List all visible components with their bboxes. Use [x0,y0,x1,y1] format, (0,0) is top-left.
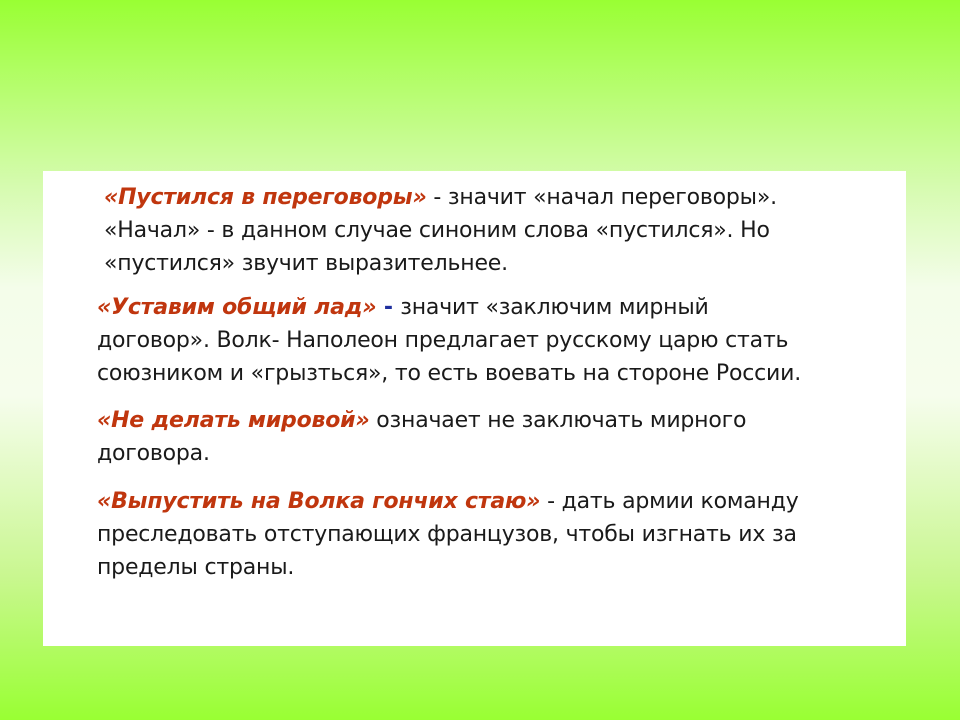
paragraph-4-line-3: пределы страны. [97,555,295,580]
paragraph-2-line-1 [97,291,801,324]
paragraph-2 [97,291,801,390]
paragraph-2-line-1-text: значит «заключим мирный [400,295,709,320]
paragraph-3-line-1-text: означает не заключать мирного [369,408,747,433]
paragraph-2-line-3: союзником и «грызться», то есть воевать на стороне России. [97,361,802,386]
term-4: «Выпустить на Волка гончих стаю» [97,489,541,514]
paragraph-1-line-1 [104,181,777,214]
content-panel [43,171,906,646]
paragraph-1-line-1-text: - значит «начал переговоры». [426,185,777,210]
term-2: «Уставим общий лад» [97,295,377,320]
paragraph-3-line-2: договора. [97,441,210,466]
paragraph-1-line-3: «пустился» звучит выразительнее. [104,251,508,276]
paragraph-2-line-2: договор». Волк- Наполеон предлагает русскому царю стать [97,328,789,353]
paragraph-3 [97,404,746,470]
term-3: «Не делать мировой» [97,408,370,433]
paragraph-4-line-1 [97,485,799,518]
paragraph-2-dash: - [376,295,401,320]
paragraph-1 [104,181,777,280]
term-1: «Пустился в переговоры» [104,185,427,210]
paragraph-4-line-1-text: - дать армии команду [540,489,799,514]
paragraph-3-line-1 [97,404,746,437]
paragraph-4-line-2: преследовать отступающих французов, чтобы изгнать их за [97,522,797,547]
paragraph-4 [97,485,799,584]
paragraph-1-line-2: «Начал» - в данном случае синоним слова «пустился». Но [104,218,770,243]
